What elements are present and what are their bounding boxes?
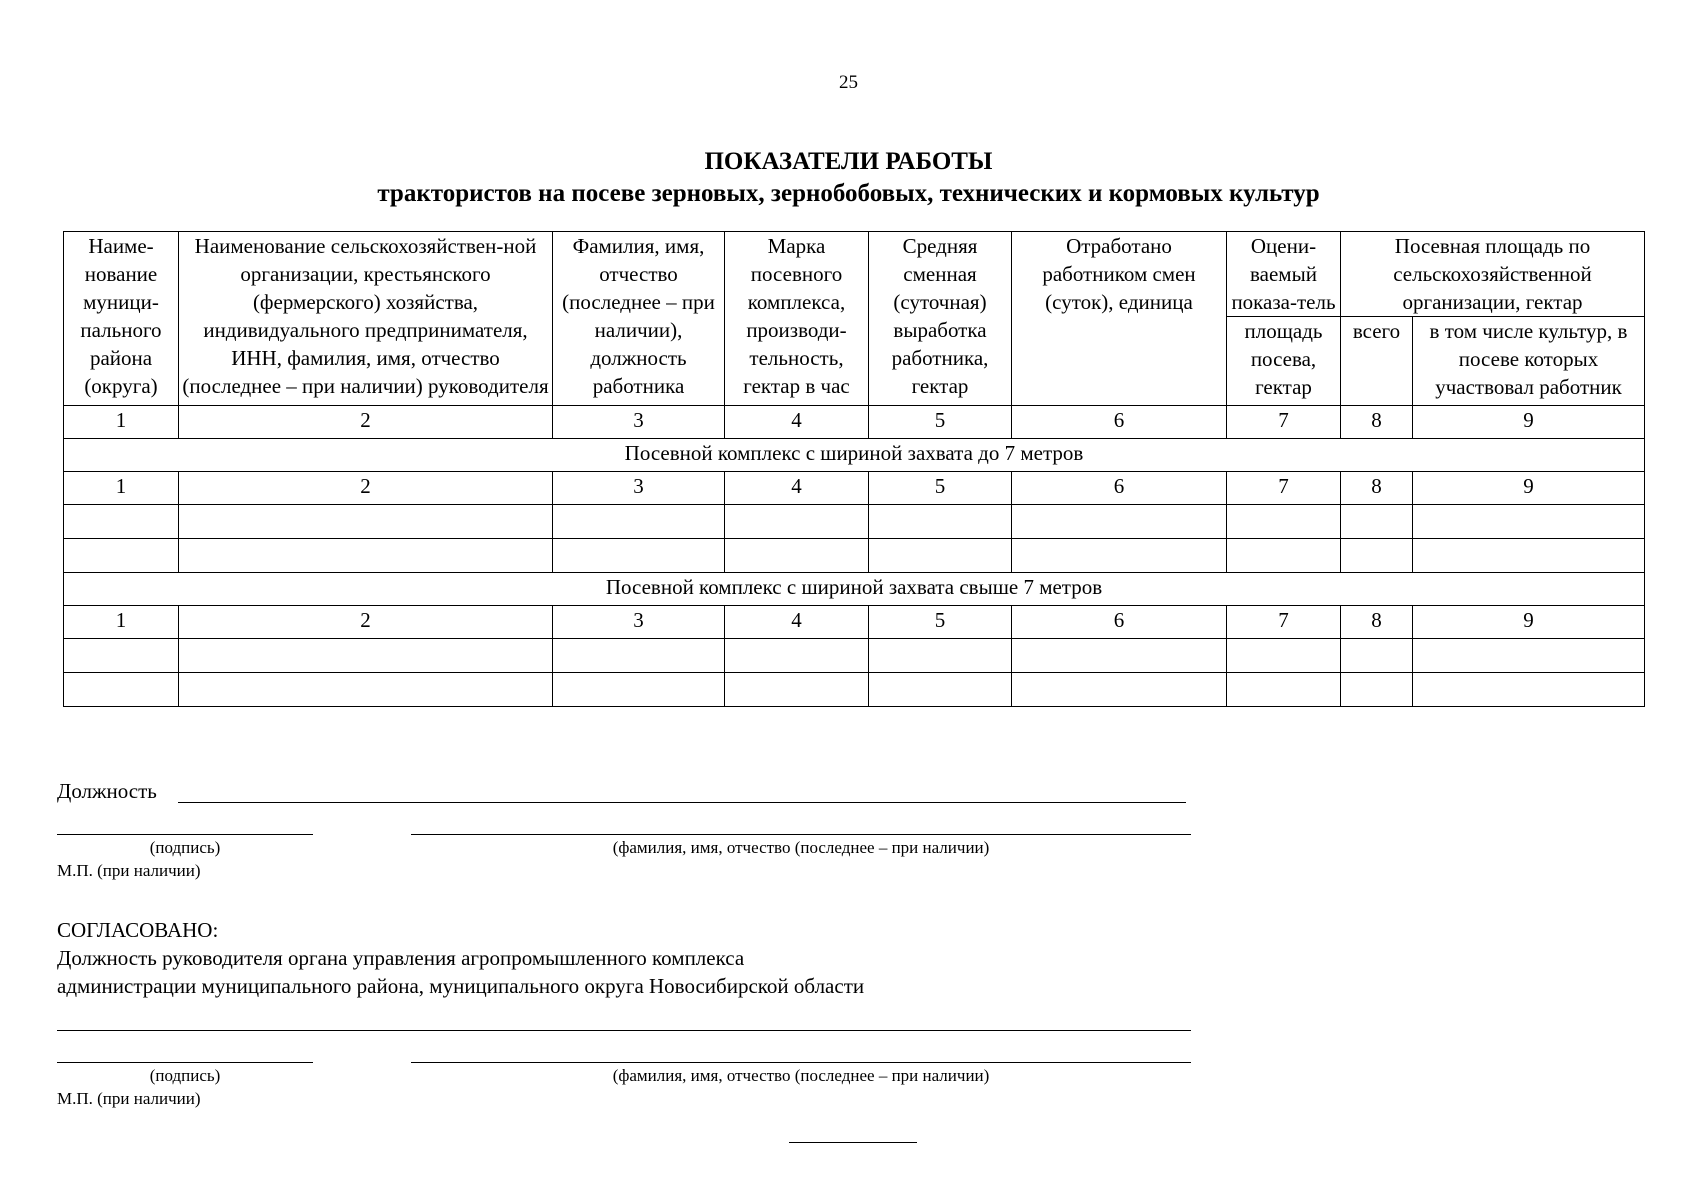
table-cell [553, 505, 725, 539]
approval-fio-input-line[interactable] [411, 1062, 1191, 1063]
table-cell [1341, 639, 1413, 673]
fio-input-line[interactable] [411, 834, 1191, 835]
table-cell [64, 539, 179, 573]
table-cell [179, 639, 553, 673]
table-cell [1012, 639, 1227, 673]
table-cell [1012, 673, 1227, 707]
column-number: 4 [725, 472, 869, 505]
table-cell [1012, 505, 1227, 539]
fio-caption: (фамилия, имя, отчество (последнее – при наличии) [612, 838, 990, 857]
column-number: 7 [1227, 472, 1341, 505]
approval-line-2: администрации муниципального района, муниципального округа Новосибирской области [57, 974, 865, 998]
table-cell [1227, 673, 1341, 707]
column-number: 5 [869, 406, 1012, 439]
column-number: 9 [1413, 606, 1645, 639]
column-number: 8 [1341, 606, 1413, 639]
table-cell [64, 673, 179, 707]
table-cell [869, 539, 1012, 573]
position-label: Должность [57, 779, 157, 803]
column-number: 1 [64, 406, 179, 439]
table-cell [179, 505, 553, 539]
approval-line-1: Должность руководителя органа управления агропромышленного комплекса [57, 946, 745, 970]
column-number: 7 [1227, 406, 1341, 439]
column-number: 6 [1012, 406, 1227, 439]
table-cell [1341, 505, 1413, 539]
column-number: 2 [179, 606, 553, 639]
header-shifts-worked: Отработано работником смен (суток), единица [1012, 232, 1227, 406]
indicators-table [63, 231, 1645, 707]
header-organization: Наименование сельскохозяйствен-ной организации, крестьянского (фермерского) хозяйства, индивидуального предпринимателя, ИНН, фамилия, имя, отчество (последнее – при наличии) руководителя [179, 232, 553, 406]
header-sowing-area: площадь посева, гектар [1227, 317, 1341, 406]
header-row [64, 232, 1645, 317]
column-number: 7 [1227, 606, 1341, 639]
table-cell [553, 539, 725, 573]
table-cell [1413, 539, 1645, 573]
header-evaluated-indicator: Оцени-ваемый показа-тель [1227, 232, 1341, 317]
header-worker-name: Фамилия, имя, отчество (последнее – при наличии), должность работника [553, 232, 725, 406]
column-number: 3 [553, 472, 725, 505]
table-cell [725, 539, 869, 573]
table-cell [553, 673, 725, 707]
column-number: 1 [64, 606, 179, 639]
column-number: 8 [1341, 406, 1413, 439]
header-complex-brand: Марка посевного комплекса, производи-тельность, гектар в час [725, 232, 869, 406]
table-cell [725, 639, 869, 673]
table-cell [725, 673, 869, 707]
table-cell [869, 639, 1012, 673]
approval-heading: СОГЛАСОВАНО: [57, 918, 219, 942]
column-number: 3 [553, 406, 725, 439]
table-cell [1341, 539, 1413, 573]
column-number: 3 [553, 606, 725, 639]
column-number: 2 [179, 406, 553, 439]
header-average-output: Средняя сменная (суточная) выработка работника, гектар [869, 232, 1012, 406]
table-cell [1413, 505, 1645, 539]
title-line-1: ПОКАЗАТЕЛИ РАБОТЫ [704, 148, 993, 175]
header-sown-area: Посевная площадь по сельскохозяйственной организации, гектар [1341, 232, 1645, 317]
table-row [64, 539, 1645, 573]
header-district: Наиме-нование муници-пального района (округа) [64, 232, 179, 406]
column-number: 1 [64, 472, 179, 505]
column-number: 5 [869, 472, 1012, 505]
column-number: 5 [869, 606, 1012, 639]
table-cell [179, 539, 553, 573]
section-row-1 [64, 439, 1645, 472]
table-cell [1341, 673, 1413, 707]
signature-caption: (подпись) [149, 838, 221, 857]
approval-fio-caption: (фамилия, имя, отчество (последнее – при наличии) [612, 1066, 990, 1085]
table-cell [1227, 505, 1341, 539]
table-cell [1227, 539, 1341, 573]
header-total: всего [1341, 317, 1413, 406]
table-cell [1227, 639, 1341, 673]
column-number-row [64, 606, 1645, 639]
section-title-over-7m: Посевной комплекс с шириной захвата свыше 7 метров [64, 573, 1645, 606]
approval-stamp-caption: М.П. (при наличии) [57, 1089, 201, 1108]
signature-input-line[interactable] [57, 834, 313, 835]
section-row-2 [64, 573, 1645, 606]
section-title-up-to-7m: Посевной комплекс с шириной захвата до 7 метров [64, 439, 1645, 472]
column-number: 9 [1413, 472, 1645, 505]
approval-position-input-line[interactable] [57, 1030, 1191, 1031]
approval-signature-input-line[interactable] [57, 1062, 313, 1063]
header-crops-participated: в том числе культур, в посеве которых участвовал работник [1413, 317, 1645, 406]
table-cell [1012, 539, 1227, 573]
table-cell [1413, 639, 1645, 673]
table-cell [64, 639, 179, 673]
position-input-line[interactable] [178, 802, 1186, 803]
table-row [64, 639, 1645, 673]
column-number-row [64, 406, 1645, 439]
column-number: 4 [725, 606, 869, 639]
column-number-row [64, 472, 1645, 505]
column-number: 4 [725, 406, 869, 439]
column-number: 2 [179, 472, 553, 505]
column-number: 8 [1341, 472, 1413, 505]
table-cell [869, 505, 1012, 539]
document-title [0, 146, 1697, 210]
table-cell [725, 505, 869, 539]
stamp-caption: М.П. (при наличии) [57, 861, 201, 880]
end-separator [789, 1142, 917, 1143]
approval-signature-caption: (подпись) [149, 1066, 221, 1085]
column-number: 6 [1012, 472, 1227, 505]
table-cell [1413, 673, 1645, 707]
table-row [64, 505, 1645, 539]
table-row [64, 673, 1645, 707]
column-number: 6 [1012, 606, 1227, 639]
table-cell [179, 673, 553, 707]
title-line-2: трактористов на посеве зерновых, зернобобовых, технических и кормовых культур [377, 180, 1320, 207]
page-number: 25 [839, 72, 858, 93]
table-cell [553, 639, 725, 673]
table-cell [64, 505, 179, 539]
column-number: 9 [1413, 406, 1645, 439]
table-cell [869, 673, 1012, 707]
